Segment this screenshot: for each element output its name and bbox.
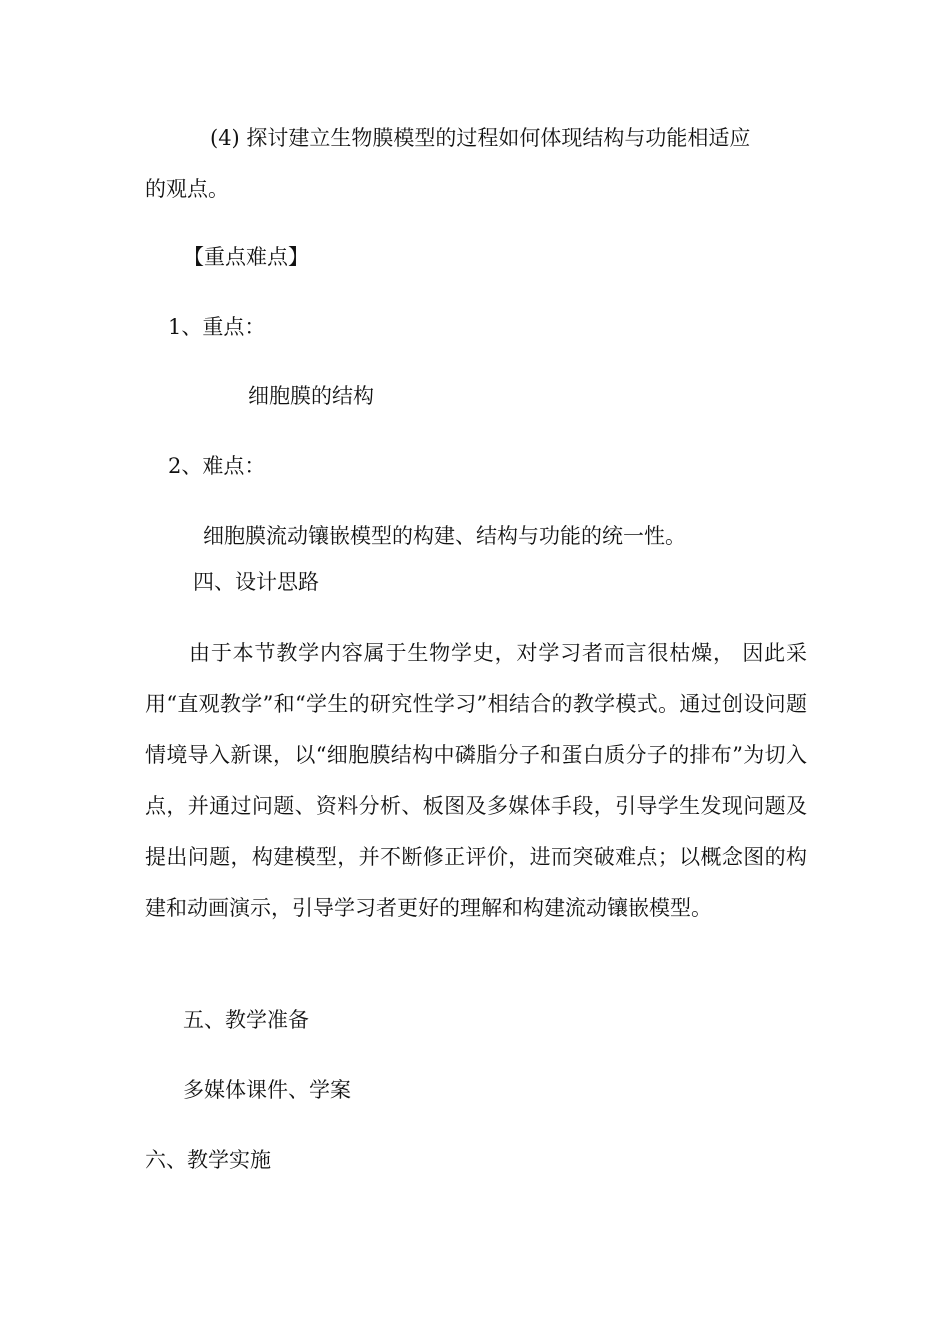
key-points-heading: 【重点难点】 xyxy=(183,245,309,269)
section-6-heading: 六、教学实施 xyxy=(145,1148,271,1172)
objective-4-line-1: (4) 探讨建立生物膜模型的过程如何体现结构与功能相适应 xyxy=(210,126,751,150)
section-5-content: 多媒体课件、学案 xyxy=(183,1078,351,1102)
section-5-heading: 五、教学准备 xyxy=(183,1008,309,1032)
objective-4-line-2: 的观点。 xyxy=(145,177,229,201)
key-point-1-content: 细胞膜的结构 xyxy=(248,384,374,408)
section-4-paragraph: 由于本节教学内容属于生物学史，对学习者而言很枯燥， 因此采用“直观教学”和“学生的研究性学习”相结合的教学模式。通过创设问题情境导入新课，以“细胞膜结构中磷脂分子和蛋白质分子的排布”为切入点，并通过问题、资料分析、板图及多媒体手段，引导学生发现问题及提出问题，构建模型，并不断修正评价，进而突破难点；以概念图的构建和动画演示，引导学习者更好的理解和构建流动镶嵌模型。 xyxy=(145,641,807,920)
key-point-2-label: 2、难点： xyxy=(168,454,266,478)
key-point-2-content: 细胞膜流动镶嵌模型的构建、结构与功能的统一性。 xyxy=(203,524,686,548)
section-4-heading: 四、设计思路 xyxy=(193,570,319,594)
key-point-1-label: 1、重点： xyxy=(168,315,266,339)
